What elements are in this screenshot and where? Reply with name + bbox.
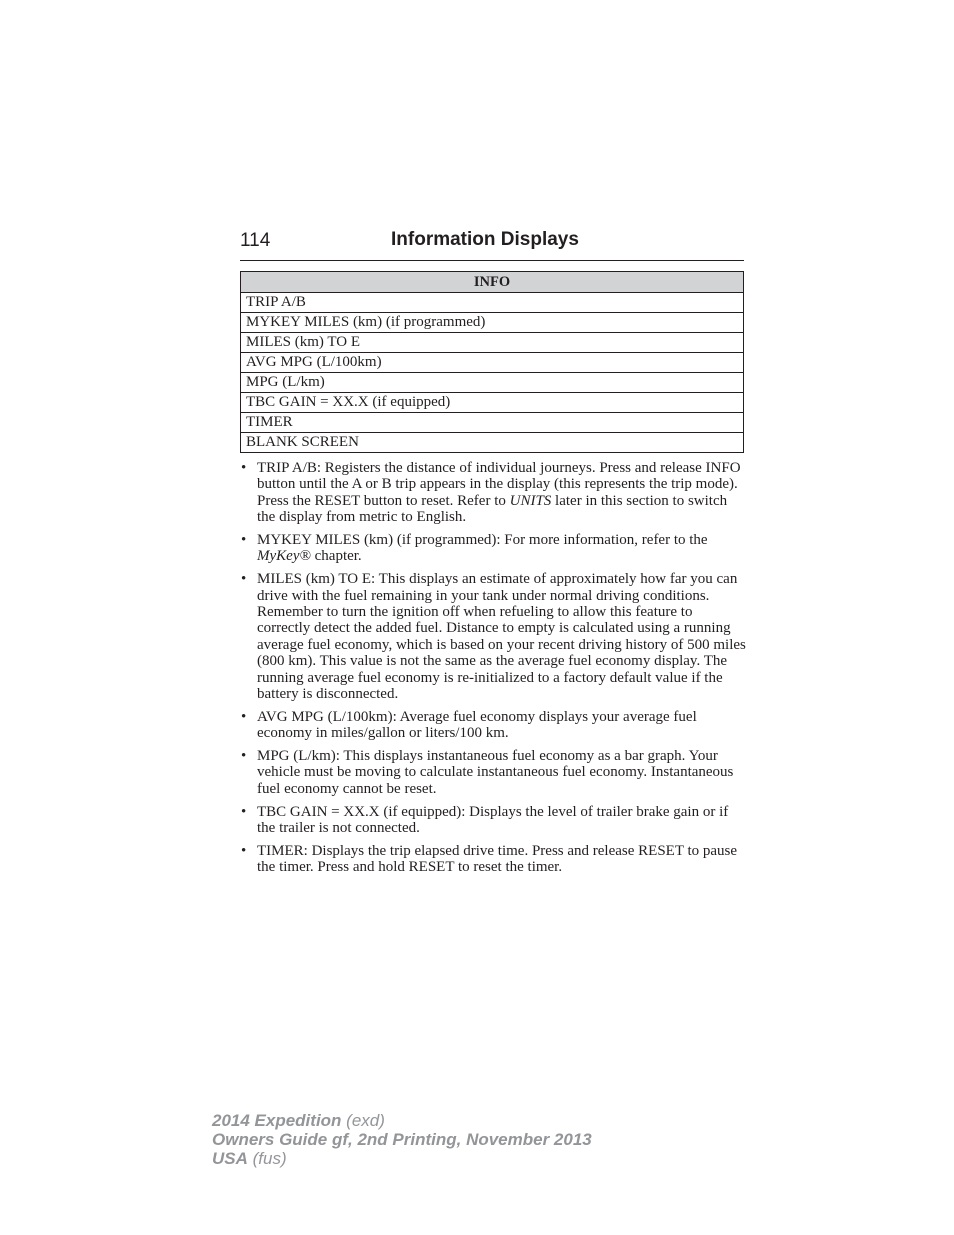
table-row	[241, 373, 744, 393]
list-item-trip	[240, 460, 746, 526]
table-cell: TBC GAIN = XX.X (if equipped)	[241, 393, 744, 413]
mykey-text-1: MYKEY MILES (km) (if programmed): For more information, refer to the	[257, 532, 708, 549]
list-item-miles-to-e: • MILES (km) TO E: This displays an estimate of approximately how far you can drive with the fuel remaining in your tank under normal driving conditions. Remember to turn the ignition off when refueling to allow this feature to correctly detect the added fuel. Distance to empty is calculated using a running average fuel economy, which is based on your recent driving history of 500 miles (800 km). This value is not the same as the average fuel economy display. The running average fuel economy is re-initialized to a factory default value if the battery is disconnected.	[240, 571, 746, 702]
table-cell: TIMER	[241, 413, 744, 433]
info-display-table	[240, 271, 744, 453]
section-title: Information Displays	[391, 229, 579, 250]
table-cell: BLANK SCREEN	[241, 433, 744, 453]
mykey-reference: MyKey®	[257, 548, 311, 565]
trip-text-2: later in this section to switch the display from metric to English.	[257, 492, 728, 526]
table-row	[241, 393, 744, 413]
page-footer	[212, 1111, 592, 1168]
table-cell: MILES (km) TO E	[241, 333, 744, 353]
list-item-tbc-gain: • TBC GAIN = XX.X (if equipped): Displays the level of trailer brake gain or if the trailer is not connected.	[240, 804, 746, 837]
footer-model: 2014 Expedition	[212, 1111, 342, 1130]
table-cell: MPG (L/km)	[241, 373, 744, 393]
page-number: 114	[240, 230, 271, 251]
units-reference: UNITS	[509, 492, 552, 509]
table-cell: TRIP A/B	[241, 293, 744, 313]
trip-text-1: TRIP A/B: Registers the distance of individual journeys. Press and release INFO button until the A or B trip appears in the display (this represents the trip mode). Press the RESET button to reset. Refer to	[257, 460, 741, 509]
table-heading: INFO	[241, 272, 744, 293]
table-row	[241, 333, 744, 353]
footer-market: USA	[212, 1149, 248, 1168]
footer-line-2: Owners Guide gf, 2nd Printing, November 2013	[212, 1130, 592, 1149]
list-item-avg-mpg: • AVG MPG (L/100km): Average fuel economy displays your average fuel economy in miles/gallon or liters/100 km.	[240, 709, 746, 742]
table-row	[241, 353, 744, 373]
list-item-mpg: • MPG (L/km): This displays instantaneous fuel economy as a bar graph. Your vehicle must be moving to calculate instantaneous fuel economy. Instantaneous fuel economy cannot be reset.	[240, 748, 746, 797]
page-header	[240, 228, 744, 261]
mykey-text-2: chapter.	[310, 548, 362, 565]
table-cell: MYKEY MILES (km) (if programmed)	[241, 313, 744, 333]
table-row	[241, 413, 744, 433]
description-list	[240, 460, 746, 882]
list-item-timer: • TIMER: Displays the trip elapsed drive time. Press and release RESET to pause the timer. Press and hold RESET to reset the timer.	[240, 843, 746, 876]
footer-line-3	[212, 1149, 592, 1168]
footer-market-code: (fus)	[247, 1149, 287, 1168]
table-row	[241, 433, 744, 453]
table-cell: AVG MPG (L/100km)	[241, 353, 744, 373]
list-item-mykey	[240, 532, 746, 565]
table-row	[241, 293, 744, 313]
table-header-row	[241, 272, 744, 293]
footer-line-1	[212, 1111, 592, 1130]
table-row	[241, 313, 744, 333]
footer-model-code: (exd)	[341, 1111, 385, 1130]
